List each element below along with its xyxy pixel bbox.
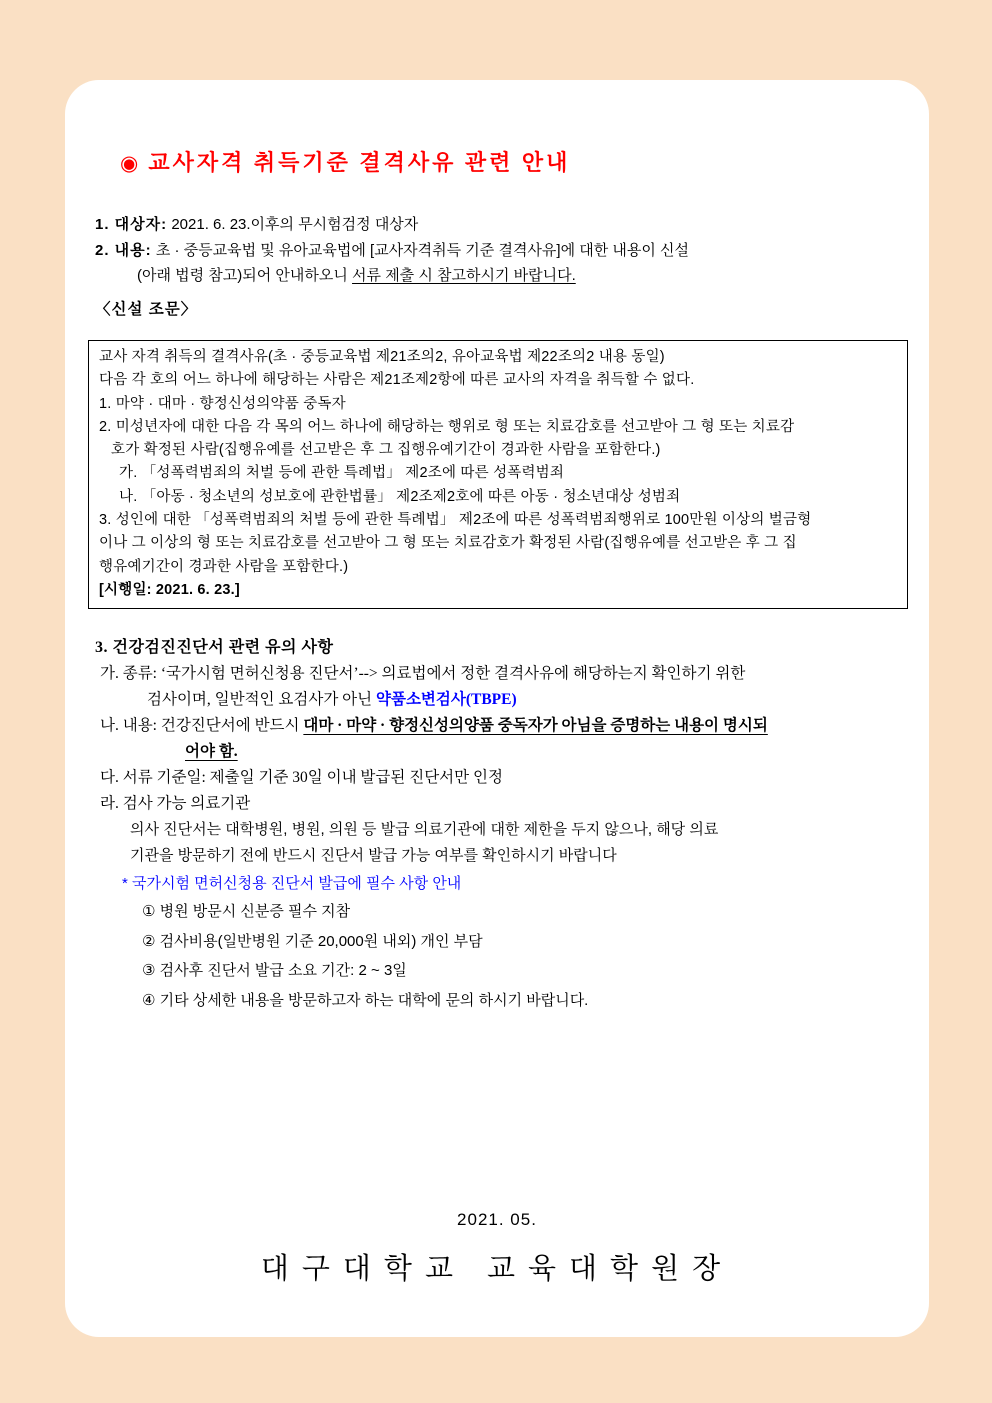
ra-body-line2: 기관을 방문하기 전에 반드시 진단서 발급 가능 여부를 확인하시기 바랍니다 xyxy=(130,847,617,865)
intro-line2-underlined: 서류 제출 시 참고하시기 바랍니다. xyxy=(352,267,576,284)
title-bullet-icon: ◉ xyxy=(120,151,139,175)
intro-item1-label: 1. 대상자: xyxy=(95,216,168,233)
section3-item-na xyxy=(95,713,903,739)
title-text: 교사자격 취득기준 결격사유 관련 안내 xyxy=(148,150,571,175)
section3 xyxy=(95,635,903,1015)
numbered-item: ④ 기타 상세한 내용을 방문하고자 하는 대학에 문의 하시기 바랍니다. xyxy=(142,991,589,1009)
provision-line: 다음 각 호의 어느 하나에 해당하는 사람은 제21조제2항에 따른 교사의 자격을 취득할 수 없다. xyxy=(99,372,695,389)
provision-line: 2. 미성년자에 대한 다음 각 목의 어느 하나에 해당하는 행위로 형 또는 치료감호를 선고받아 그 형 또는 치료감 xyxy=(99,418,795,435)
numbered-item: ② 검사비용(일반병원 기준 20,000원 내외) 개인 부담 xyxy=(142,932,483,950)
section3-item-ga-line2 xyxy=(95,687,903,713)
provision-line: 1. 마약 · 대마 · 향정신성의약품 중독자 xyxy=(99,395,346,412)
provision-heading: 〈신설 조문〉 xyxy=(95,300,198,318)
provision-box xyxy=(88,340,908,609)
ra-numbered-list xyxy=(95,897,903,1015)
ga-line2-highlight: 약품소변검사(TBPE) xyxy=(376,691,517,709)
intro-section xyxy=(95,212,903,322)
page-title xyxy=(120,146,903,180)
footer-date: 2021. 05. xyxy=(457,1210,537,1229)
provision-line: 나. 「아동 · 청소년의 성보호에 관한법률」 제2조제2호에 따른 아동 · 청소년대상 성범죄 xyxy=(119,488,681,505)
section3-heading: 3. 건강검진진단서 관련 유의 사항 xyxy=(95,639,334,657)
na-underlined: 대마 · 마약 · 향정신성의양품 중독자가 아님을 증명하는 내용이 명시되 xyxy=(303,717,768,735)
section3-item-na-line2 xyxy=(95,739,903,765)
ga-line2-prefix: 검사이며, 일반적인 요검사가 아닌 xyxy=(147,691,376,709)
ra-note: * 국가시험 면허신청용 진단서 발급에 필수 사항 안내 xyxy=(122,875,462,893)
ra-body-line1: 의사 진단서는 대학병원, 병원, 의원 등 발급 의료기관에 대한 제한을 두지 않으나, 해당 의료 xyxy=(130,821,719,839)
numbered-item: ① 병원 방문시 신분증 필수 지참 xyxy=(142,903,351,921)
provision-line: 가. 「성폭력범죄의 처벌 등에 관한 특례법」 제2조에 따른 성폭력범죄 xyxy=(119,465,565,482)
provision-line: 교사 자격 취득의 결격사유(초 · 중등교육법 제21조의2, 유아교육법 제22조의2 내용 동일) xyxy=(99,349,665,365)
page-paper xyxy=(65,80,929,1337)
intro-item1-text: 2021. 6. 23.이후의 무시험검정 대상자 xyxy=(167,216,419,233)
intro-item-content-line2 xyxy=(95,263,903,289)
provision-line: 행유예기간이 경과한 사람을 포함한다.) xyxy=(99,558,349,575)
intro-item2-text: 초 · 중등교육법 및 유아교육법에 [교사자격취득 기준 결격사유]에 대한 내용이 신설 xyxy=(151,241,690,259)
intro-item2-label: 2. 내용: xyxy=(95,241,152,259)
section3-item-ra: 라. 검사 가능 의료기관 xyxy=(100,795,251,813)
section3-item-ga: 가. 종류: ‘국가시험 면허신청용 진단서’--> 의료법에서 정한 결격사유에 해당하는지 확인하기 위한 xyxy=(100,665,746,683)
ra-body xyxy=(95,817,903,869)
provision-effective-date: [시행일: 2021. 6. 23.] xyxy=(99,581,240,598)
intro-item-content xyxy=(95,238,903,264)
section3-item-da: 다. 서류 기준일: 제출일 기준 30일 이내 발급된 진단서만 인정 xyxy=(100,769,503,787)
provision-line: 3. 성인에 대한 「성폭력범죄의 처벌 등에 관한 특례법」 제2조에 따른 성폭력범죄행위로 100만원 이상의 벌금형 xyxy=(99,512,812,529)
na-prefix: 나. 내용: 건강진단서에 반드시 xyxy=(100,717,304,735)
na-line2-underlined: 어야 함. xyxy=(185,743,238,761)
footer-signature: 대구대학교 교육대학원장 xyxy=(260,1253,734,1285)
provision-line: 이나 그 이상의 형 또는 치료감호를 선고받아 그 형 또는 치료감호가 확정된 사람(집행유예를 선고받은 후 그 집 xyxy=(99,535,797,552)
intro-item-target xyxy=(95,212,903,238)
provision-line: 호가 확정된 사람(집행유예를 선고받은 후 그 집행유예기간이 경과한 사람을 포함한다.) xyxy=(111,442,661,459)
intro-line2-prefix: (아래 법령 참고)되어 안내하오니 xyxy=(137,267,353,284)
numbered-item: ③ 검사후 진단서 발급 소요 기간: 2 ~ 3일 xyxy=(142,962,407,980)
